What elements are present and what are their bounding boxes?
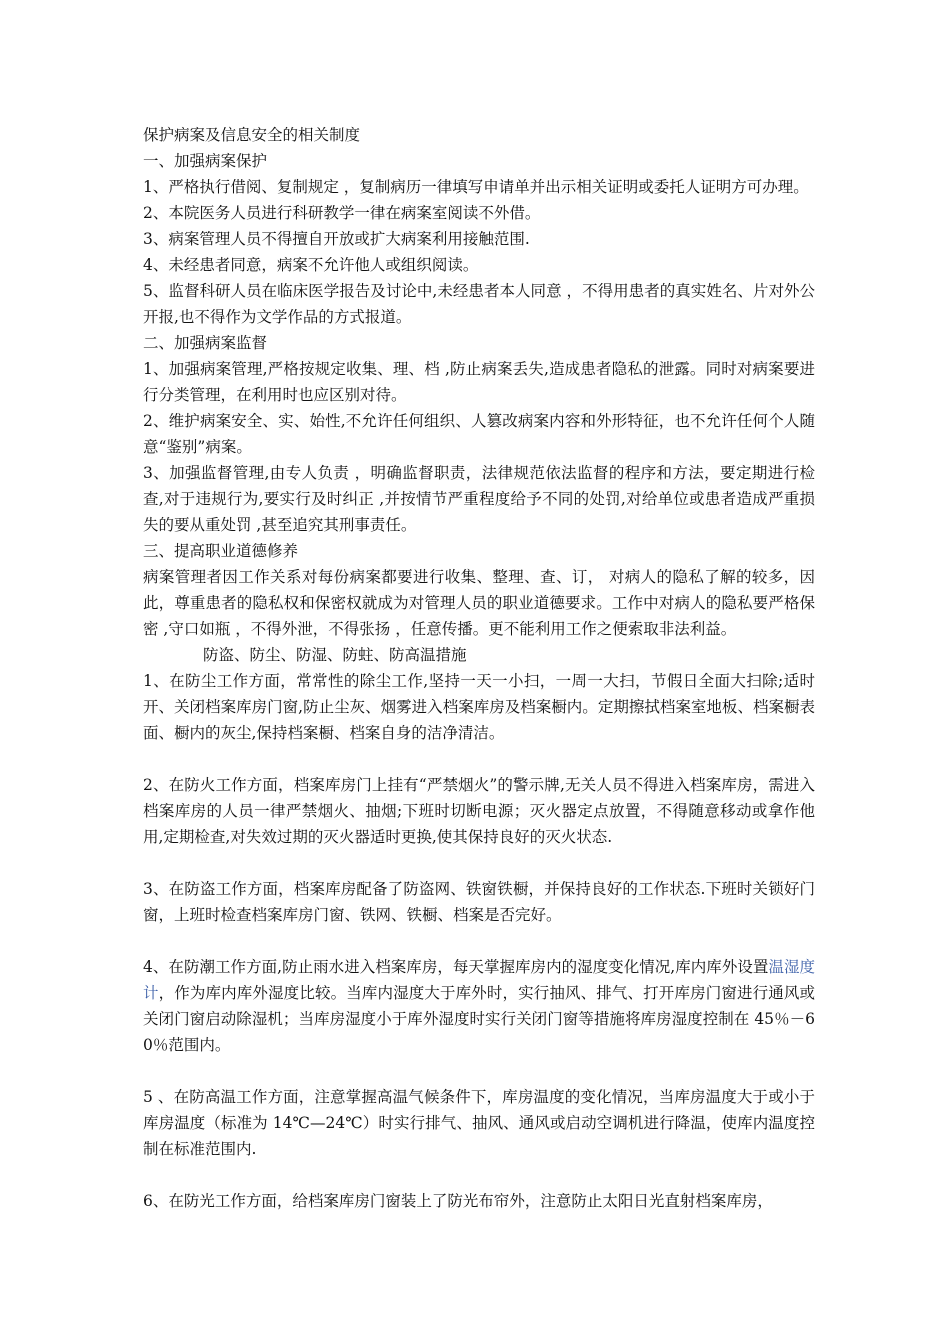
paragraph: 3、病案管理人员不得擅自开放或扩大病案利用接触范围. [143, 230, 530, 248]
paragraph-gap [143, 928, 815, 954]
paragraph-gap [143, 1058, 815, 1084]
paragraph: 5、监督科研人员在临床医学报告及讨论中,未经患者本人同意 ，不得用患者的真实姓名、片对外公开报,也不得作为文学作品的方式报道。 [143, 282, 815, 326]
paragraph [143, 954, 815, 1058]
section-heading-1: 一、加强病案保护 [143, 152, 268, 170]
paragraph: 3、加强监督管理,由专人负责 ，明确监督职责，法律规范依法监督的程序和方法，要定期进行检查,对于违规行为,要实行及时纠正 ,并按情节严重程度给予不同的处罚,对给单位或患者造成严重损失的要从重处罚 ,甚至追究其刑事责任。 [143, 464, 815, 534]
paragraph-gap [143, 1162, 815, 1188]
paragraph-gap [143, 850, 815, 876]
paragraph: 2、维护病案安全、实、始性,不允许任何组织、人篡改病案内容和外形特征，也不允许任何个人随意“鉴别”病案。 [143, 412, 815, 456]
section-heading-3: 三、提高职业道德修养 [143, 542, 299, 560]
paragraph: 5 、在防高温工作方面，注意掌握高温气候条件下，库房温度的变化情况，当库房温度大于或小于库房温度（标准为 14℃—24℃）时实行排气、抽风、通风或启动空调机进行降温，使库内温度控制在标准范围内. [143, 1088, 815, 1158]
paragraph: 2、在防火工作方面，档案库房门上挂有“严禁烟火”的警示牌,无关人员不得进入档案库房，需进入档案库房的人员一律严禁烟火、抽烟;下班时切断电源；灭火器定点放置，不得随意移动或拿作他用,定期检查,对失效过期的灭火器适时更换,使其保持良好的灭火状态. [143, 776, 815, 846]
measures-heading: 防盗、防尘、防湿、防蛀、防高温措施 [203, 646, 467, 664]
hygrometer-link[interactable]: 温湿度计 [143, 958, 815, 1002]
paragraph: 1、严格执行借阅、复制规定 ，复制病历一律填写申请单并出示相关证明或委托人证明方可办理。 [143, 178, 809, 196]
paragraph-text: 4、在防潮工作方面,防止雨水进入档案库房，每天掌握库房内的湿度变化情况,库内库外设置 [143, 958, 769, 976]
paragraph-text: ，作为库内库外湿度比较。当库内湿度大于库外时，实行抽风、排气、打开库房门窗进行通风或关闭门窗启动除湿机；当库房湿度小于库外湿度时实行关闭门窗等措施将库房湿度控制在 45％－60％范围内。 [143, 984, 815, 1054]
paragraph-gap [143, 746, 815, 772]
document-title: 保护病案及信息安全的相关制度 [143, 126, 361, 144]
paragraph: 1、在防尘工作方面，常常性的除尘工作,坚持一天一小扫，一周一大扫，节假日全面大扫除;适时开、关闭档案库房门窗,防止尘灰、烟雾进入档案库房及档案橱内。定期擦拭档案室地板、档案橱表面、橱内的灰尘,保持档案橱、档案自身的洁净清洁。 [143, 672, 815, 742]
document-page [143, 122, 815, 1214]
paragraph: 1、加强病案管理,严格按规定收集、理、档 ,防止病案丢失,造成患者隐私的泄露。同时对病案要进行分类管理，在利用时也应区别对待。 [143, 360, 815, 404]
section-heading-2: 二、加强病案监督 [143, 334, 268, 352]
paragraph: 病案管理者因工作关系对每份病案都要进行收集、整理、查、订， 对病人的隐私了解的较多，因此，尊重患者的隐私权和保密权就成为对管理人员的职业道德要求。工作中对病人的隐私要严格保密 ,守口如瓶 ，不得外泄，不得张扬 ，任意传播。更不能利用工作之便索取非法利益。 [143, 568, 815, 638]
paragraph: 4、未经患者同意，病案不允许他人或组织阅读。 [143, 256, 479, 274]
paragraph: 6、在防光工作方面，给档案库房门窗装上了防光布帘外，注意防止太阳日光直射档案库房， [143, 1192, 773, 1210]
paragraph: 2、本院医务人员进行科研教学一律在病案室阅读不外借。 [143, 204, 541, 222]
paragraph: 3、在防盗工作方面，档案库房配备了防盗网、铁窗铁橱，并保持良好的工作状态.下班时关锁好门窗，上班时检查档案库房门窗、铁网、铁橱、档案是否完好。 [143, 880, 815, 924]
